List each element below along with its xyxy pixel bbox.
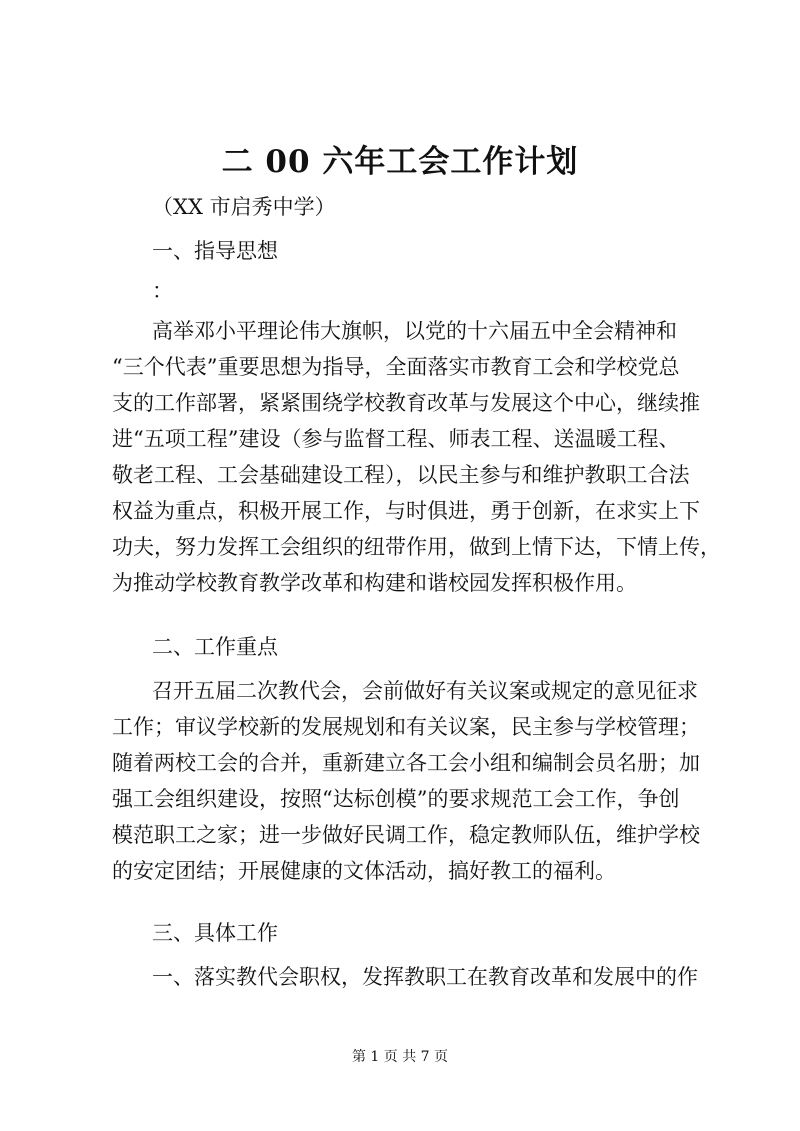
- paragraph-line: 敬老工程、工会基础建设工程），以民主参与和维护教职工合法: [112, 463, 690, 487]
- page-footer: 第 1 页 共 7 页: [351, 1049, 449, 1065]
- paragraph-line: 功夫，努力发挥工会组织的纽带作用，做到上情下达，下情上传，: [112, 535, 721, 559]
- paragraph-line: 工作；审议学校新的发展规划和有关议案，民主参与学校管理；: [112, 715, 700, 739]
- paragraph-line: 模范职工之家；进一步做好民调工作，稳定教师队伍，维护学校: [112, 823, 700, 847]
- paragraph-line: 随着两校工会的合并，重新建立各工会小组和编制会员名册；加: [112, 751, 700, 775]
- paragraph-line: 支的工作部署，紧紧围绕学校教育改革与发展这个中心，继续推: [112, 391, 700, 415]
- document-title: 二 00 六年工会工作计划: [221, 144, 579, 180]
- colon-line: ：: [152, 279, 173, 303]
- section-heading-specific-work: 三、具体工作: [152, 921, 278, 945]
- paragraph-line: 召开五届二次教代会，会前做好有关议案或规定的意见征求: [152, 679, 698, 703]
- paragraph-line: 权益为重点，积极开展工作，与时俱进，勇于创新，在求实上下: [112, 499, 700, 523]
- paragraph-line: 高举邓小平理论伟大旗帜，以党的十六届五中全会精神和: [152, 319, 677, 343]
- section-heading-work-focus: 二、工作重点: [152, 635, 278, 659]
- paragraph-line: “三个代表”重要思想为指导，全面落实市教育工会和学校党总: [112, 355, 680, 379]
- paragraph-line: 进“五项工程”建设（参与监督工程、师表工程、送温暖工程、: [112, 427, 680, 451]
- list-item-first: 一、落实教代会职权，发挥教职工在教育改革和发展中的作: [152, 965, 698, 989]
- section-heading-guiding-ideology: 一、指导思想: [152, 239, 278, 263]
- paragraph-line: 的安定团结；开展健康的文体活动，搞好教工的福利。: [112, 859, 616, 883]
- paragraph-line: 强工会组织建设，按照“达标创模”的要求规范工会工作，争创: [112, 787, 680, 811]
- paragraph-line: 为推动学校教育教学改革和构建和谐校园发挥积极作用。: [112, 571, 637, 595]
- document-subtitle: （XX 市启秀中学）: [152, 195, 336, 219]
